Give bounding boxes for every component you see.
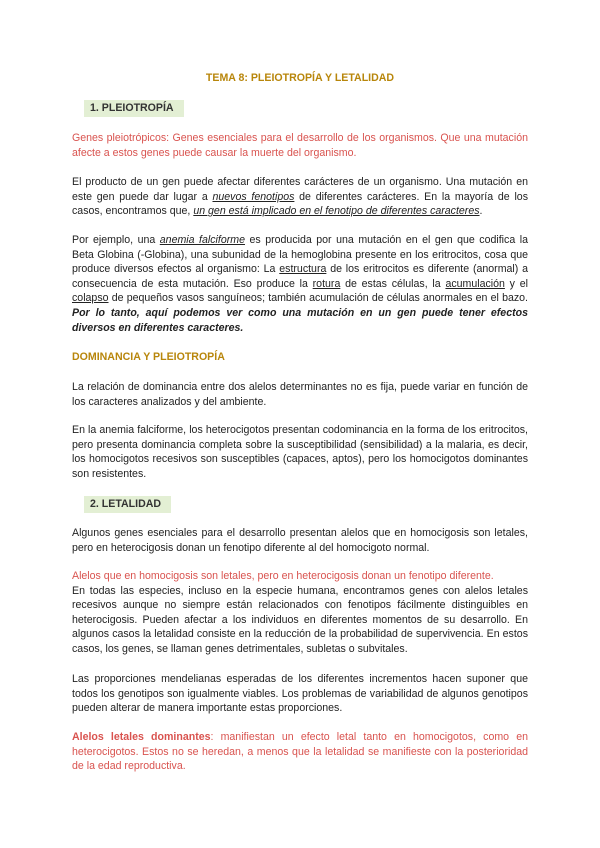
text-span: Alelos que en homocigosis son letales, pero en heterocigosis donan un fenotipo diferente. bbox=[72, 570, 494, 582]
text-span: estructura bbox=[279, 263, 327, 276]
paragraph-relacion-dominancia: La relación de dominancia entre dos alelos determinantes no es fija, puede variar en función de los caracteres analizados y del ambiente. bbox=[72, 381, 528, 408]
text-span: Alelos letales dominantes bbox=[72, 731, 211, 743]
text-span: es producida por una mutación en el gen que codifica la Beta Globina (-Globina), una subunidad de la hemoglobina presente en los eritrocitos, cosa que produce diversos efectos al organismo: La bbox=[72, 234, 528, 276]
paragraph-alelos-letales bbox=[72, 569, 528, 657]
text-span: En todas las especies, incluso en la especie humana, encontramos genes con alelos letales recesivos aunque no siempre están relacionados con fenotipos fácilmente distinguibles en heterocigosis. Pueden afectar a los individuos en diferentes momentos de su desarrollo. En algunos casos la letalidad consiste en la reducción de la probabilidad de supervivencia. En estos casos, los genes, se llaman genes detrimentales, subletas o subvitales. bbox=[72, 584, 528, 655]
paragraph-alelos-letales-dominantes bbox=[72, 730, 528, 774]
text-span: y el bbox=[504, 277, 528, 290]
text-span: de los eritrocitos es diferente (anormal) a consecuencia de esta mutación. Eso produce la bbox=[72, 263, 529, 290]
text-span: de diferentes carácteres. En la mayoría de los casos, encontramos que, bbox=[72, 190, 528, 218]
text-span: : manifiestan un efecto letal tanto en homocigotos, como en heterocigotos. Estos no se heredan, a menos que la letalidad se manifieste con la posterioridad de la edad reproductiva. bbox=[72, 731, 528, 773]
paragraph-anemia-falciforme bbox=[72, 233, 528, 335]
text-span: rotura bbox=[312, 277, 341, 290]
paragraph-proporciones-mendelianas: Las proporciones mendelianas esperadas de los diferentes incrementos hacen suponer que todos los genotipos son igualmente viables. Los problemas de variabilidad de algunos genotipos pueden alterar de manera importante estas proporciones. bbox=[72, 673, 528, 715]
text-span: un gen está implicado en el fenotipo de diferentes caracteres bbox=[193, 205, 480, 218]
section-heading-letalidad: 2. LETALIDAD bbox=[84, 496, 171, 513]
text-span: anemia falciforme bbox=[159, 234, 245, 246]
paragraph-genes-esenciales: Algunos genes esenciales para el desarrollo presentan alelos que en homocigosis son letales, pero en heterocigosis donan un fenotipo diferente al del homocigoto normal. bbox=[72, 527, 528, 554]
text-span: de pequeños vasos sanguíneos; también acumulación de células anormales en el bazo. bbox=[108, 292, 528, 305]
text-span: Por lo tanto, aquí podemos ver como una mutación en un gen puede tener efectos diversos en diferentes caracteres. bbox=[72, 306, 528, 334]
text-span: El producto de un gen puede afectar diferentes carácteres de un organismo. Una mutación en este gen puede dar lugar a bbox=[72, 176, 528, 203]
text-span: Por ejemplo, una bbox=[72, 234, 160, 246]
text-span: colapso bbox=[72, 292, 109, 305]
text-span: de estas células, la bbox=[340, 277, 446, 290]
section-heading-pleiotropia: 1. PLEIOTROPÍA bbox=[84, 100, 184, 117]
text-span: . bbox=[479, 205, 483, 218]
subheading-dominancia-pleiotropia: DOMINANCIA Y PLEIOTROPÍA bbox=[72, 351, 225, 363]
text-span: nuevos fenotipos bbox=[212, 190, 295, 203]
document-title: TEMA 8: PLEIOTROPÍA Y LETALIDAD bbox=[205, 72, 395, 84]
paragraph-genes-pleiotropicos: Genes pleiotrópicos: Genes esenciales para el desarrollo de los organismos. Que una mutación afecte a estos genes puede causar la muerte del organismo. bbox=[72, 132, 528, 159]
paragraph-heterocigotos: En la anemia falciforme, los heterocigotos presentan codominancia en la forma de los eritrocitos, pero presenta dominancia completa sobre la susceptibilidad (sensibilidad) a la malaria, es decir, los homocigotos recesivos son susceptibles (capaces, aptos), pero los homocigotos dominantes son resistentes. bbox=[72, 424, 528, 480]
text-span: acumulación bbox=[445, 277, 505, 290]
paragraph-producto-gen bbox=[72, 175, 528, 219]
